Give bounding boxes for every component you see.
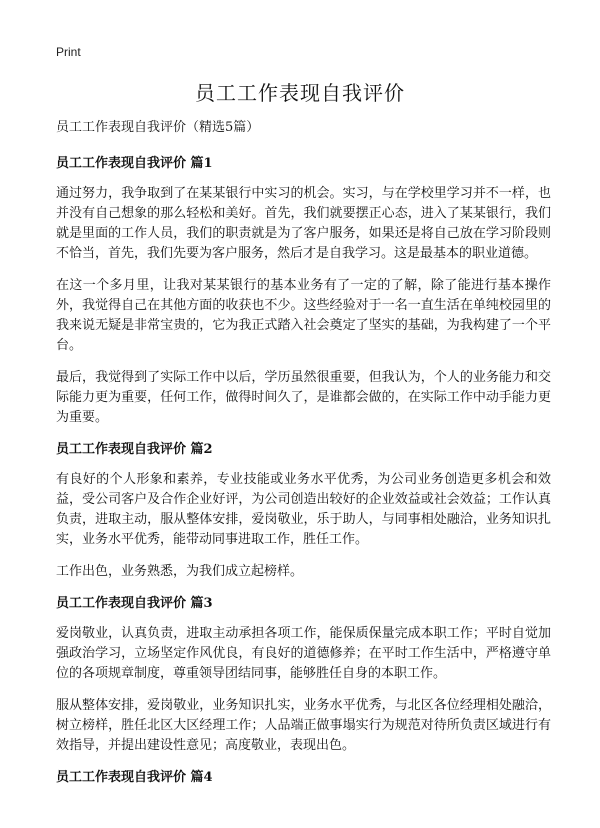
paragraph: 有良好的个人形象和素养，专业技能或业务水平优秀，为公司业务创造更多机会和效益，受公司客户及合作企业好评，为公司创造出较好的企业效益或社会效益；工作认真负责，进取主动，服从整体安排，爱岗敬业，乐于助人，与同事相处融洽，业务知识扎实，业务水平优秀，能带动同事进取工作，胜任工作。 bbox=[56, 472, 551, 547]
section-heading: 员工工作表现自我评价 篇4 bbox=[56, 770, 213, 785]
paragraph: 爱岗敬业，认真负责，进取主动承担各项工作，能保质保量完成本职工作；平时自觉加强政治学习，立场坚定作风优良，有良好的道德修养；在平时工作生活中，严格遵守单位的各项规章制度，尊重领导团结同事，能够胜任自身的本职工作。 bbox=[56, 626, 551, 681]
document-body bbox=[56, 118, 551, 798]
section-heading: 员工工作表现自我评价 篇1 bbox=[56, 156, 213, 171]
print-link[interactable]: Print bbox=[56, 45, 81, 59]
section-4 bbox=[56, 768, 551, 788]
section-heading: 员工工作表现自我评价 篇2 bbox=[56, 442, 213, 457]
section-3 bbox=[56, 594, 551, 756]
section-2 bbox=[56, 440, 551, 582]
section-1 bbox=[56, 154, 551, 428]
paragraph: 工作出色，业务熟悉，为我们成立起榜样。 bbox=[56, 564, 304, 579]
paragraph: 服从整体安排，爱岗敬业，业务知识扎实，业务水平优秀，与北区各位经理相处融洽，树立榜样，胜任北区大区经理工作；人品端正做事塌实行为规范对待所负责区域进行有效指导，并提出建设性意见；高度敬业，表现出色。 bbox=[56, 698, 551, 753]
page-title: 员工工作表现自我评价 bbox=[195, 81, 405, 105]
paragraph: 最后，我觉得到了实际工作中以后，学历虽然很重要，但我认为，个人的业务能力和交际能力更为重要，任何工作，做得时间久了，是谁都会做的，在实际工作中动手能力更为重要。 bbox=[56, 370, 551, 425]
document-subtitle: 员工工作表现自我评价（精选5篇） bbox=[56, 120, 260, 135]
paragraph: 通过努力，我争取到了在某某银行中实习的机会。实习，与在学校里学习并不一样，也并没有自己想象的那么轻松和美好。首先，我们就要摆正心态，进入了某某银行，我们就是里面的工作人员，我们的职责就是为了客户服务，如果还是将自己放在学习阶段则不恰当，首先，我们先要为客户服务，然后才是自我学习。这是最基本的职业道德。 bbox=[56, 186, 551, 261]
section-heading: 员工工作表现自我评价 篇3 bbox=[56, 596, 213, 611]
paragraph: 在这一个多月里，让我对某某银行的基本业务有了一定的了解，除了能进行基本操作外，我觉得自己在其他方面的收获也不少。这些经验对于一名一直生活在单纯校园里的我来说无疑是非常宝贵的，它为我正式踏入社会奠定了坚实的基础，为我构建了一个平台。 bbox=[56, 278, 551, 353]
